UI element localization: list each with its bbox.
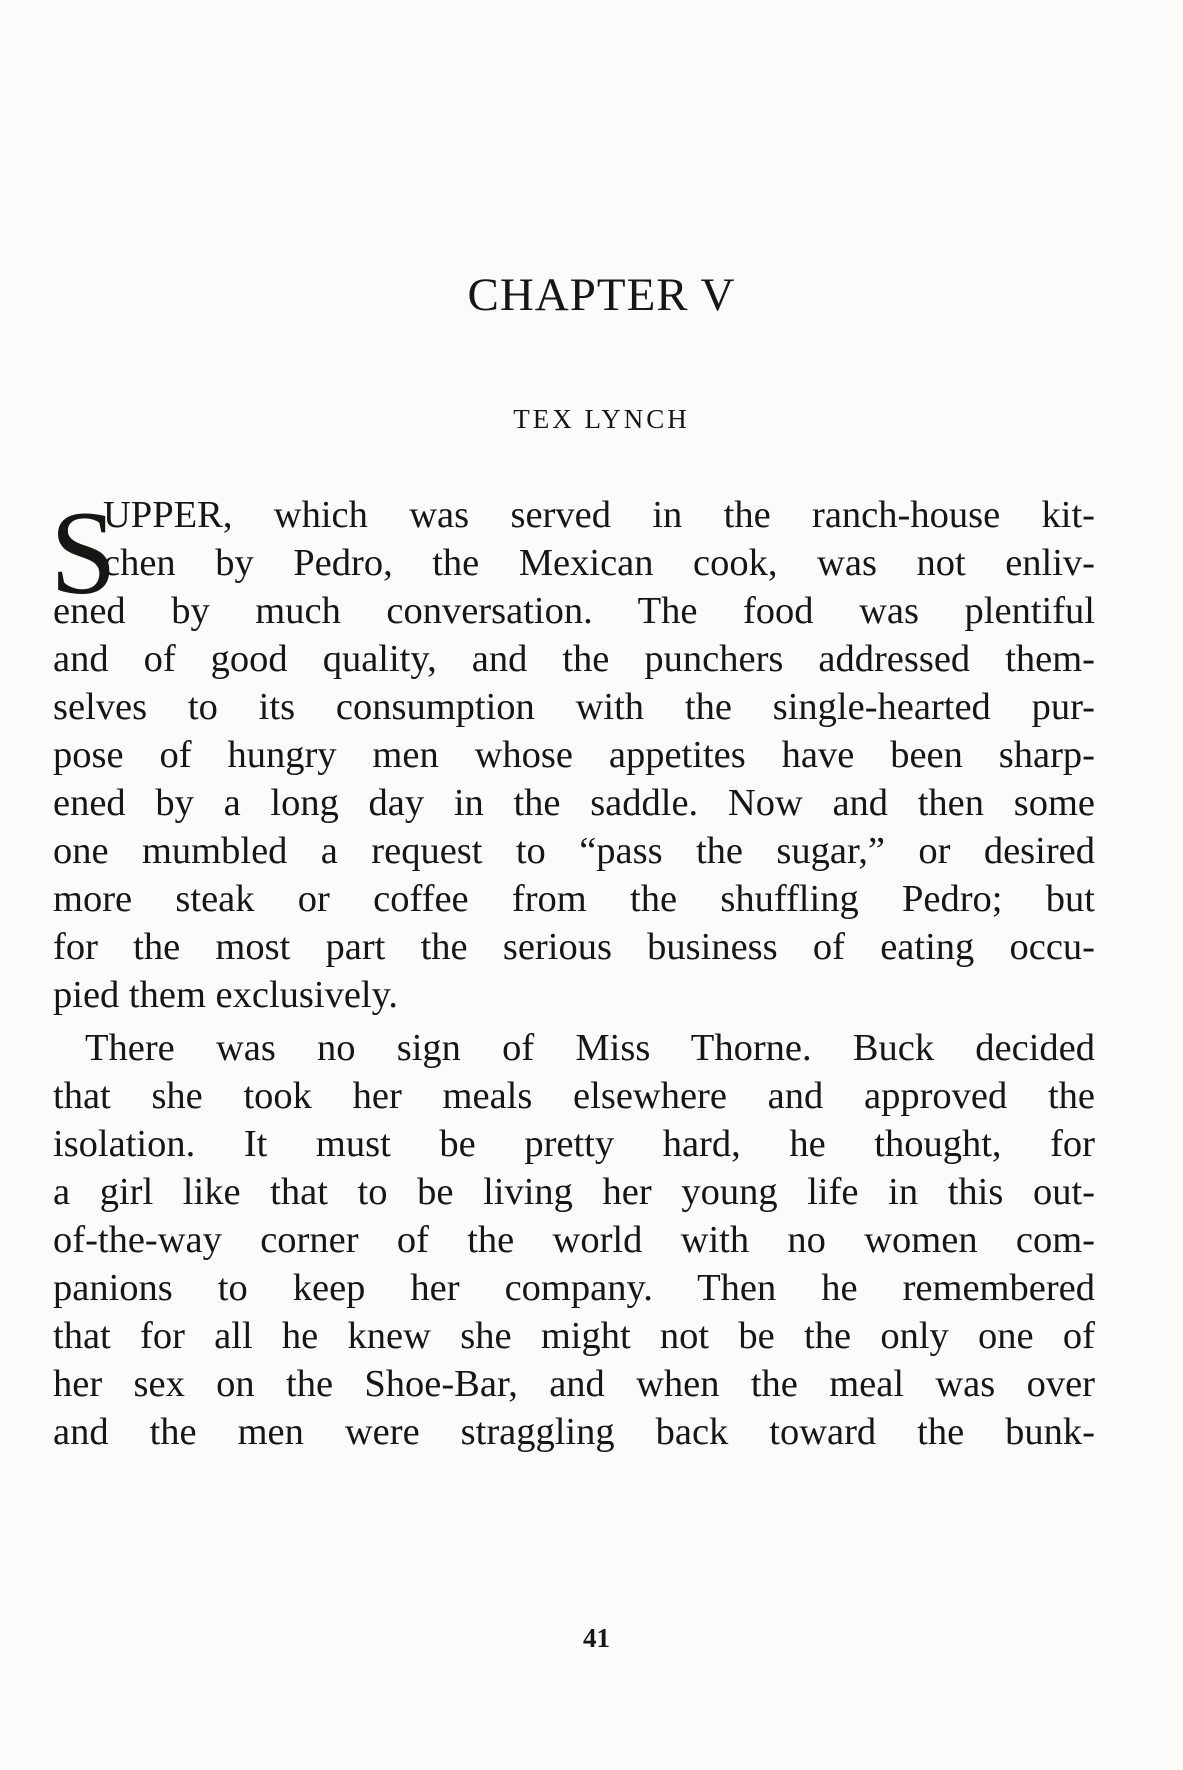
text-line: pose of hungry men whose appetites have been sharp- [53, 734, 1095, 776]
text-line: one mumbled a request to “pass the sugar,” or desired [53, 830, 1095, 872]
page-number: 41 [583, 1623, 610, 1653]
chapter-title: CHAPTER V [467, 269, 736, 321]
text-line: ened by a long day in the saddle. Now and then some [53, 782, 1095, 824]
text-line: her sex on the Shoe-Bar, and when the meal was over [53, 1363, 1095, 1405]
text-line: UPPER, which was served in the ranch-house kit- [103, 494, 1095, 536]
text-line: a girl like that to be living her young life in this out- [53, 1171, 1095, 1213]
text-line: There was no sign of Miss Thorne. Buck decided [85, 1027, 1095, 1069]
text-line: for the most part the serious business of eating occu- [53, 926, 1095, 968]
text-line: pied them exclusively. [53, 974, 398, 1016]
text-line: panions to keep her company. Then he remembered [53, 1267, 1095, 1309]
text-line: and of good quality, and the punchers addressed them- [53, 638, 1095, 680]
text-line: selves to its consumption with the single-hearted pur- [53, 686, 1095, 728]
chapter-subtitle: TEX LYNCH [513, 404, 690, 434]
text-line: chen by Pedro, the Mexican cook, was not enliv- [103, 542, 1095, 584]
text-line: of-the-way corner of the world with no women com- [53, 1219, 1095, 1261]
text-line: more steak or coffee from the shuffling Pedro; but [53, 878, 1095, 920]
text-line: that she took her meals elsewhere and approved the [53, 1075, 1095, 1117]
drop-cap: S [50, 486, 117, 619]
text-line: that for all he knew she might not be the only one of [53, 1315, 1095, 1357]
text-line: ened by much conversation. The food was plentiful [53, 590, 1095, 632]
text-line: and the men were straggling back toward the bunk- [53, 1411, 1095, 1453]
text-line: isolation. It must be pretty hard, he thought, for [53, 1123, 1095, 1165]
